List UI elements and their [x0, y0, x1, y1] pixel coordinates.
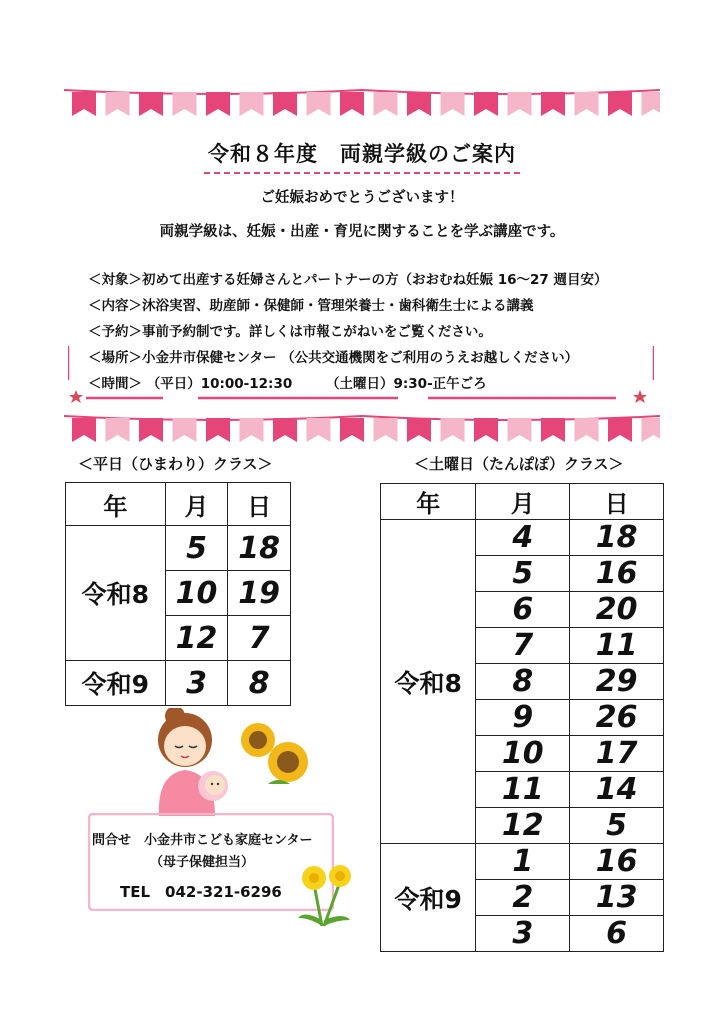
greeting: ご妊娠おめでとうございます！ [260, 190, 464, 206]
day-cell: 13 [570, 880, 664, 916]
day-cell: 6 [570, 916, 664, 952]
bunting-flag [139, 418, 163, 442]
bunting-flag [72, 418, 96, 442]
month-cell: 6 [476, 592, 570, 628]
day-cell: 8 [228, 661, 291, 706]
sunflower-illustration [238, 718, 312, 788]
day-cell: 29 [570, 664, 664, 700]
intro-text: 両親学級は、妊娠・出産・育児に関することを学ぶ講座です。 [159, 224, 565, 240]
bunting-flag [106, 92, 130, 116]
month-cell: 8 [476, 664, 570, 700]
dandelion-illustration [292, 860, 356, 930]
bunting-flag [374, 418, 398, 442]
bunting-flag [508, 418, 532, 442]
day-cell: 5 [570, 808, 664, 844]
bunting-flag [407, 92, 431, 116]
era-cell: 令和8 [381, 520, 476, 844]
bunting-flag [541, 92, 565, 116]
bunting-flag [642, 92, 661, 116]
month-cell: 10 [476, 736, 570, 772]
weekday-schedule-table [65, 482, 291, 706]
bunting-top [64, 86, 660, 120]
column-header: 月 [476, 484, 570, 520]
contact-tel: TEL 042-321-6296 [120, 883, 282, 901]
month-cell: 7 [476, 628, 570, 664]
month-cell: 1 [476, 844, 570, 880]
column-header: 日 [570, 484, 664, 520]
bunting-flag [307, 92, 331, 116]
saturday-class-label: ＜土曜日（たんぽぽ）クラス＞ [414, 455, 624, 473]
era-cell: 令和8 [66, 526, 166, 661]
day-cell: 7 [228, 616, 291, 661]
day-cell: 18 [570, 520, 664, 556]
month-cell: 5 [165, 526, 228, 571]
bunting-flag [206, 92, 230, 116]
day-cell: 14 [570, 772, 664, 808]
era-cell: 令和9 [381, 844, 476, 952]
page-title: 令和８年度 両親学級のご案内 [0, 138, 724, 174]
bunting-flag [240, 418, 264, 442]
bunting-flag [307, 418, 331, 442]
month-cell: 12 [165, 616, 228, 661]
bunting-flag [139, 92, 163, 116]
bunting-flag [173, 92, 197, 116]
star-icon [633, 390, 647, 403]
info-time: ＜時間＞ （平日）10:00-12:30 （土曜日）9:30-正午ごろ [88, 376, 487, 392]
day-cell: 11 [570, 628, 664, 664]
day-cell: 19 [228, 571, 291, 616]
month-cell: 4 [476, 520, 570, 556]
column-header: 月 [165, 483, 228, 526]
month-cell: 9 [476, 700, 570, 736]
month-cell: 3 [165, 661, 228, 706]
bunting-flag [508, 92, 532, 116]
table-row [381, 844, 664, 880]
bunting-flag [575, 418, 599, 442]
bunting-flag [72, 92, 96, 116]
day-cell: 26 [570, 700, 664, 736]
info-target: ＜対象＞初めて出産する妊婦さんとパートナーの方（おおむね妊娠 16～27 週目安） [88, 272, 608, 288]
star-icon [69, 390, 83, 403]
bunting-flag [273, 92, 297, 116]
column-header: 年 [381, 484, 476, 520]
bunting-flag [642, 418, 661, 442]
bunting-flag [273, 418, 297, 442]
month-cell: 5 [476, 556, 570, 592]
info-location: ＜場所＞小金井市保健センター （公共交通機関をご利用のうえお越しください） [88, 350, 579, 366]
bunting-flag [407, 418, 431, 442]
bunting-flag [106, 418, 130, 442]
table-row [381, 520, 664, 556]
month-cell: 2 [476, 880, 570, 916]
month-cell: 11 [476, 772, 570, 808]
bunting-flag [240, 92, 264, 116]
info-content: ＜内容＞沐浴実習、助産師・保健師・管理栄養士・歯科衛生士による講義 [88, 298, 534, 314]
bunting-flag [474, 92, 498, 116]
bunting-flag [340, 92, 364, 116]
day-cell: 18 [228, 526, 291, 571]
month-cell: 12 [476, 808, 570, 844]
bunting-flag [608, 92, 632, 116]
table-header-row [381, 484, 664, 520]
month-cell: 10 [165, 571, 228, 616]
bunting-flag [374, 92, 398, 116]
bunting-flag [608, 418, 632, 442]
column-header: 日 [228, 483, 291, 526]
column-header: 年 [66, 483, 166, 526]
bunting-flag [541, 418, 565, 442]
mother-baby-illustration [145, 708, 245, 818]
month-cell: 3 [476, 916, 570, 952]
saturday-schedule-table [380, 483, 664, 952]
era-cell: 令和9 [66, 661, 166, 706]
info-reservation: ＜予約＞事前予約制です。詳しくは市報こがねいをご覧ください。 [88, 324, 492, 340]
bunting-flag [173, 418, 197, 442]
day-cell: 16 [570, 844, 664, 880]
bunting-flag [575, 92, 599, 116]
info-box [68, 262, 654, 410]
day-cell: 20 [570, 592, 664, 628]
contact-line1: 問合せ 小金井市こども家庭センター [92, 833, 313, 848]
day-cell: 16 [570, 556, 664, 592]
table-row [66, 661, 291, 706]
bunting-bottom [64, 412, 660, 446]
bunting-flag [441, 418, 465, 442]
contact-line2: （母子保健担当） [150, 855, 255, 870]
day-cell: 17 [570, 736, 664, 772]
weekday-class-label: ＜平日（ひまわり）クラス＞ [78, 455, 273, 473]
bunting-flag [206, 418, 230, 442]
table-header-row [66, 483, 291, 526]
bunting-flag [441, 92, 465, 116]
bunting-flag [340, 418, 364, 442]
table-row [66, 526, 291, 571]
bunting-flag [474, 418, 498, 442]
